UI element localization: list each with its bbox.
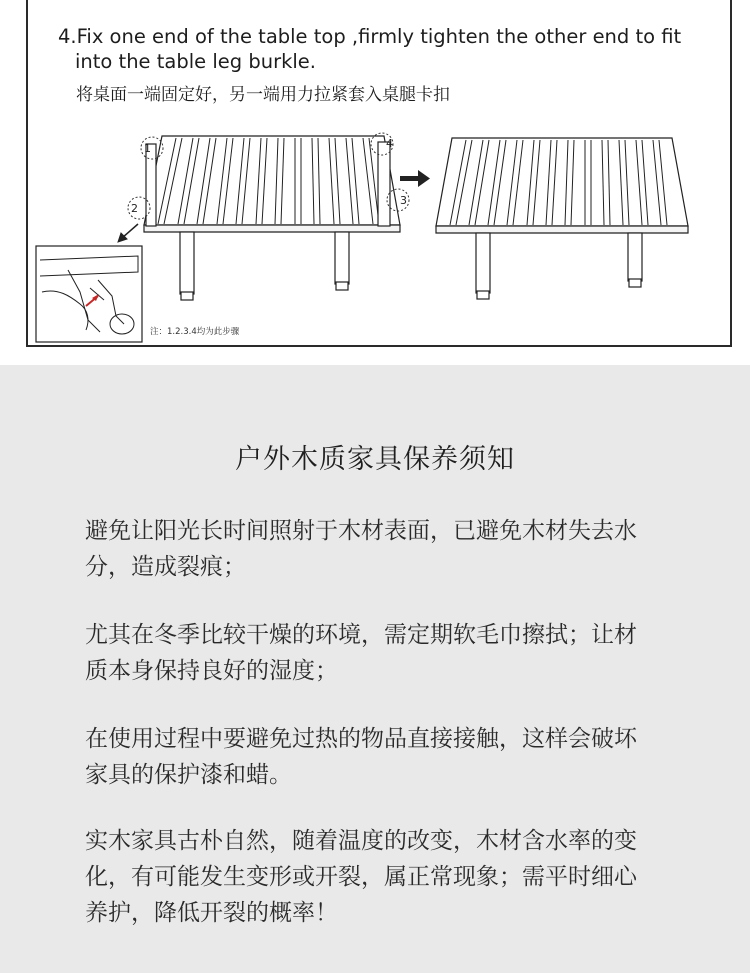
label-4: 4 xyxy=(386,137,393,150)
detail-inset xyxy=(36,246,240,342)
arrow-right-icon xyxy=(400,170,430,187)
paragraph-line: 化，有可能发生变形或开裂，属正常现象；需平时细心 xyxy=(85,864,637,890)
care-instructions-section xyxy=(0,365,750,973)
paragraph-line: 实木家具古朴自然，随着温度的改变，木材含水率的变 xyxy=(85,828,637,854)
step-note: 注：1.2.3.4均为此步骤 xyxy=(150,327,240,337)
arrow-down-left-icon xyxy=(118,224,138,242)
step-en-line-2: into the table leg burkle. xyxy=(75,50,316,73)
instruction-frame xyxy=(26,0,732,347)
paragraph-line: 在使用过程中要避免过热的物品直接接触，这样会破坏 xyxy=(85,726,637,752)
care-paragraph-2 xyxy=(85,617,685,689)
care-title: 户外木质家具保养须知 xyxy=(235,444,515,475)
assembly-instruction-section xyxy=(0,0,750,365)
table-top-after xyxy=(436,138,688,299)
label-1: 1 xyxy=(144,142,151,155)
step-en-line-1: 4.Fix one end of the table top ,firmly tighten the other end to fit xyxy=(58,25,682,48)
paragraph-line: 分，造成裂痕； xyxy=(85,554,246,580)
table-top-before xyxy=(144,136,400,300)
label-2: 2 xyxy=(131,202,138,215)
paragraph-line: 家具的保护漆和蜡。 xyxy=(85,762,292,788)
care-paragraph-4 xyxy=(85,823,685,931)
care-paragraph-1 xyxy=(85,513,685,585)
paragraph-line: 避免让阳光长时间照射于木材表面，已避免木材失去水 xyxy=(85,518,637,544)
step-4-english xyxy=(58,24,718,74)
paragraph-line: 养护，降低开裂的概率！ xyxy=(85,900,338,926)
label-3: 3 xyxy=(400,194,407,207)
assembly-diagram xyxy=(28,120,730,345)
step-4-chinese: 将桌面一端固定好，另一端用力拉紧套入桌腿卡扣 xyxy=(76,85,450,105)
paragraph-line: 质本身保持良好的湿度； xyxy=(85,658,338,684)
paragraph-line: 尤其在冬季比较干燥的环境，需定期软毛巾擦拭；让材 xyxy=(85,622,637,648)
care-paragraph-3 xyxy=(85,721,685,793)
